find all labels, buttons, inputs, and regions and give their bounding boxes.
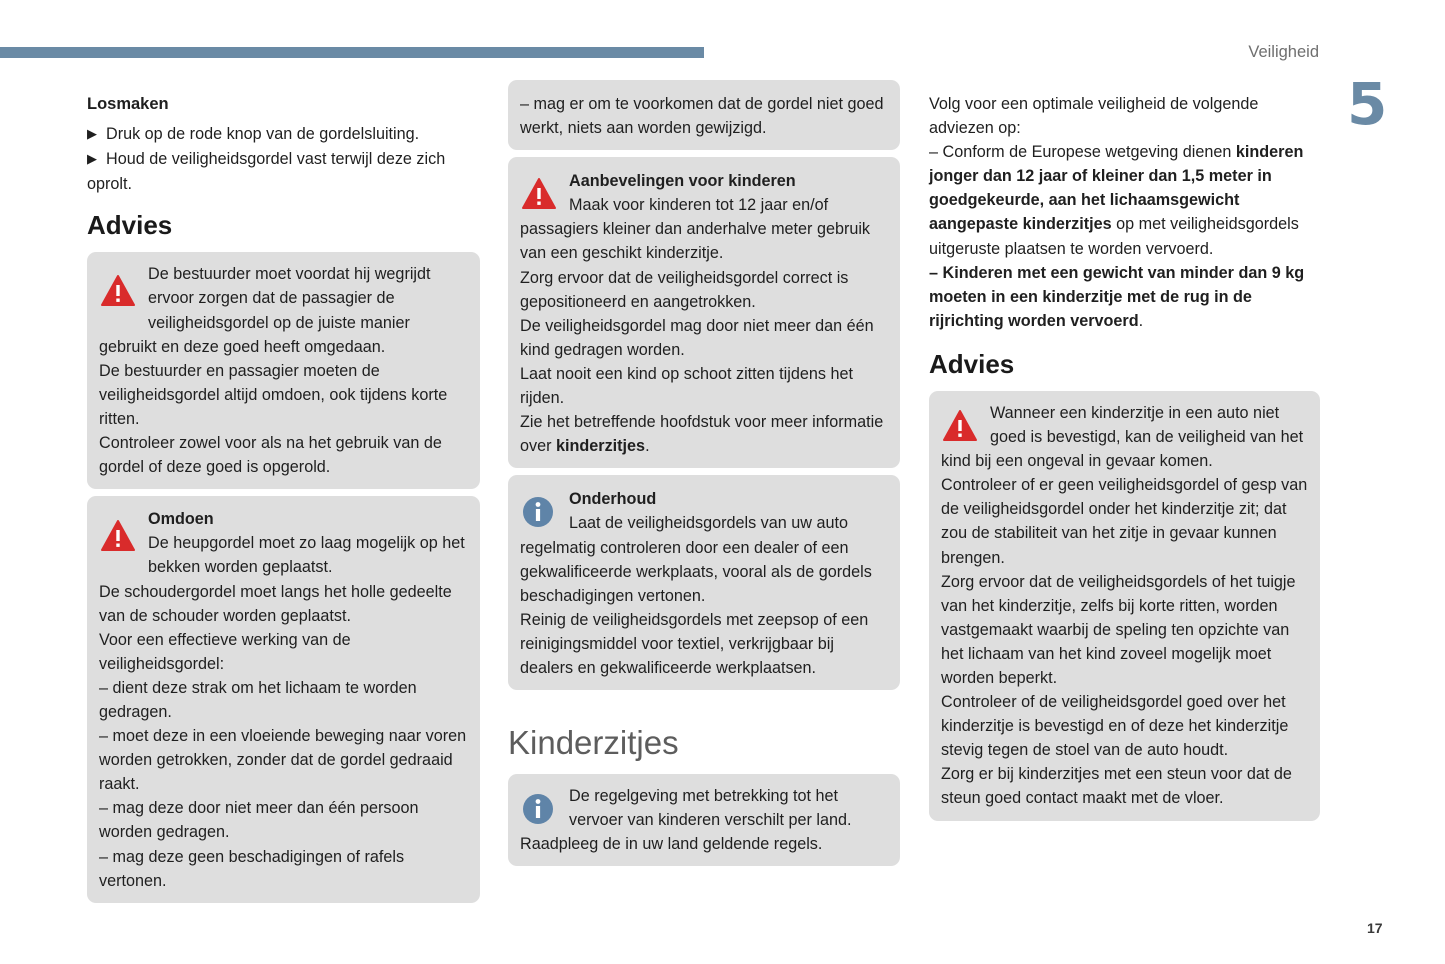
warning-text: Controleer of er geen veiligheidsgordel of gesp van de veiligheidsgordel onder het kinderzitje zit; dat zou de stabiliteit van het zitje in gevaar kunnen brengen. <box>941 476 1308 567</box>
warning-icon <box>942 409 978 445</box>
info-icon <box>521 792 557 828</box>
warning-icon <box>100 519 136 555</box>
bullet-arrow-icon <box>87 150 106 168</box>
advice-item: – Conform de Europese wetgeving dienen kinderen jonger dan 12 jaar of kleiner dan 1,5 meter in goedgekeurde, aan het lichaamsgewicht aangepaste kinderzitjes op met veiligheidsgordels uitgeruste plaatsen te worden vervoerd. <box>929 143 1304 258</box>
bullet-item: ▶ Houd de veiligheidsgordel vast terwijl deze zich oprolt. <box>87 147 480 196</box>
section-title: Veiligheid <box>1248 43 1319 61</box>
box-title: Aanbevelingen voor kinderen <box>569 172 796 191</box>
warning-text: Zie het betreffende hoofdstuk voor meer informatie over kinderzitjes. <box>520 413 884 456</box>
warning-text: – dient deze strak om het lichaam te worden gedragen. <box>99 678 417 721</box>
continued-box <box>508 80 900 150</box>
info-box-regelgeving <box>508 774 900 866</box>
info-text: De regelgeving met betrekking tot het vervoer van kinderen verschilt per land. <box>569 787 852 830</box>
heading-kinderzitjes: Kinderzitjes <box>508 724 679 762</box>
info-icon <box>521 495 557 531</box>
advice-item: – Kinderen met een gewicht van minder dan 9 kg moeten in een kinderzitje met de rug in de rijrichting worden vervoerd. <box>929 263 1305 330</box>
warning-text: – mag deze door niet meer dan één persoon worden gedragen. <box>99 799 419 842</box>
warning-text: – mag deze geen beschadigingen of rafels vertonen. <box>99 847 405 890</box>
warning-text: Wanneer een kinderzitje in een auto niet goed is bevestigd, kan de veiligheid van het kind bij een ongeval in gevaar komen. <box>941 403 1304 471</box>
box-title: Omdoen <box>148 510 214 529</box>
warning-text: Controleer of de veiligheidsgordel goed over het kinderzitje is bevestigd en of deze het kinderzitje stevig tegen de stoel van de auto houdt. <box>941 693 1289 760</box>
heading-advies: Advies <box>87 210 173 241</box>
box-title: Onderhoud <box>569 490 657 509</box>
warning-text: De veiligheidsgordel mag door niet meer dan één kind gedragen worden. <box>520 316 874 359</box>
info-box-onderhoud <box>508 475 900 690</box>
chapter-number: 5 <box>1347 70 1388 138</box>
warning-text: Controleer zowel voor als na het gebruik van de gordel of deze goed is opgerold. <box>99 434 442 477</box>
warning-text: De bestuurder moet voordat hij wegrijdt ervoor zorgen dat de passagier de veiligheidsgordel op de juiste manier gebruikt en deze goed heeft omgedaan. <box>99 265 431 356</box>
intro-text: Volg voor een optimale veiligheid de volgende adviezen op: <box>929 95 1259 138</box>
continued-text: – mag er om te voorkomen dat de gordel niet goed werkt, niets aan worden gewijzigd. <box>520 95 884 138</box>
warning-text: Voor een effectieve werking van de veiligheidsgordel: <box>99 630 351 673</box>
warning-text: Zorg ervoor dat de veiligheidsgordels of het tuigje van het kinderzitje, zelfs bij korte ritten, worden vastgemaakt waarbij de speling ten opzichte van het lichaam van het kind zoveel mogelijk moet worden beperkt. <box>941 572 1296 687</box>
warning-text: Maak voor kinderen tot 12 jaar en/of passagiers kleiner dan anderhalve meter gebruik van een geschikt kinderzitje. <box>520 196 871 263</box>
warning-text: De bestuurder en passagier moeten de veiligheidsgordel altijd omdoen, ook tijdens korte ritten. <box>99 361 448 428</box>
column-1 <box>87 80 480 910</box>
column-2 <box>508 80 900 873</box>
column-3 <box>929 80 1320 828</box>
kinderzitjes-link-text: kinderzitjes <box>556 437 646 456</box>
warning-text: Laat nooit een kind op schoot zitten tijdens het rijden. <box>520 364 853 408</box>
warning-box-omdoen <box>87 496 480 903</box>
warning-text: De schoudergordel moet langs het holle gedeelte van de schouder worden geplaatst. <box>99 582 452 625</box>
warning-icon <box>100 274 136 310</box>
bullet-item: ▶ Druk op de rode knop van de gordelsluiting. <box>87 122 480 147</box>
warning-box-kinderzitje <box>929 391 1320 821</box>
page-number: 17 <box>1367 920 1383 936</box>
warning-text: Zorg ervoor dat de veiligheidsgordel correct is gepositioneerd en aangetrokken. <box>520 268 849 311</box>
info-text: Reinig de veiligheidsgordels met zeepsop of een reinigingsmiddel voor textiel, verkrijgbaar bij dealers en gekwalificeerde werkplaatsen. <box>520 610 869 677</box>
warning-icon <box>521 177 557 213</box>
header-accent-bar <box>0 47 704 58</box>
warning-text: Zorg er bij kinderzitjes met een steun voor dat de steun goed contact maakt met de vloer. <box>941 765 1292 808</box>
heading-advies-2: Advies <box>929 348 1015 379</box>
info-text: Laat de veiligheidsgordels van uw auto regelmatig controleren door een dealer of een gekwalificeerde werkplaats, vooral als de gordels beschadigingen vertonen. <box>520 514 872 605</box>
warning-box-advies <box>87 252 480 489</box>
warning-text: – moet deze in een vloeiende beweging naar voren worden getrokken, zonder dat de gordel gedraaid raakt. <box>99 727 467 794</box>
warning-box-kinderen <box>508 157 900 468</box>
info-text: Raadpleeg de in uw land geldende regels. <box>520 835 823 854</box>
subhead-losmaken: Losmaken <box>87 95 169 113</box>
bullet-arrow-icon <box>87 125 106 143</box>
warning-text: De heupgordel moet zo laag mogelijk op het bekken worden geplaatst. <box>148 534 465 577</box>
